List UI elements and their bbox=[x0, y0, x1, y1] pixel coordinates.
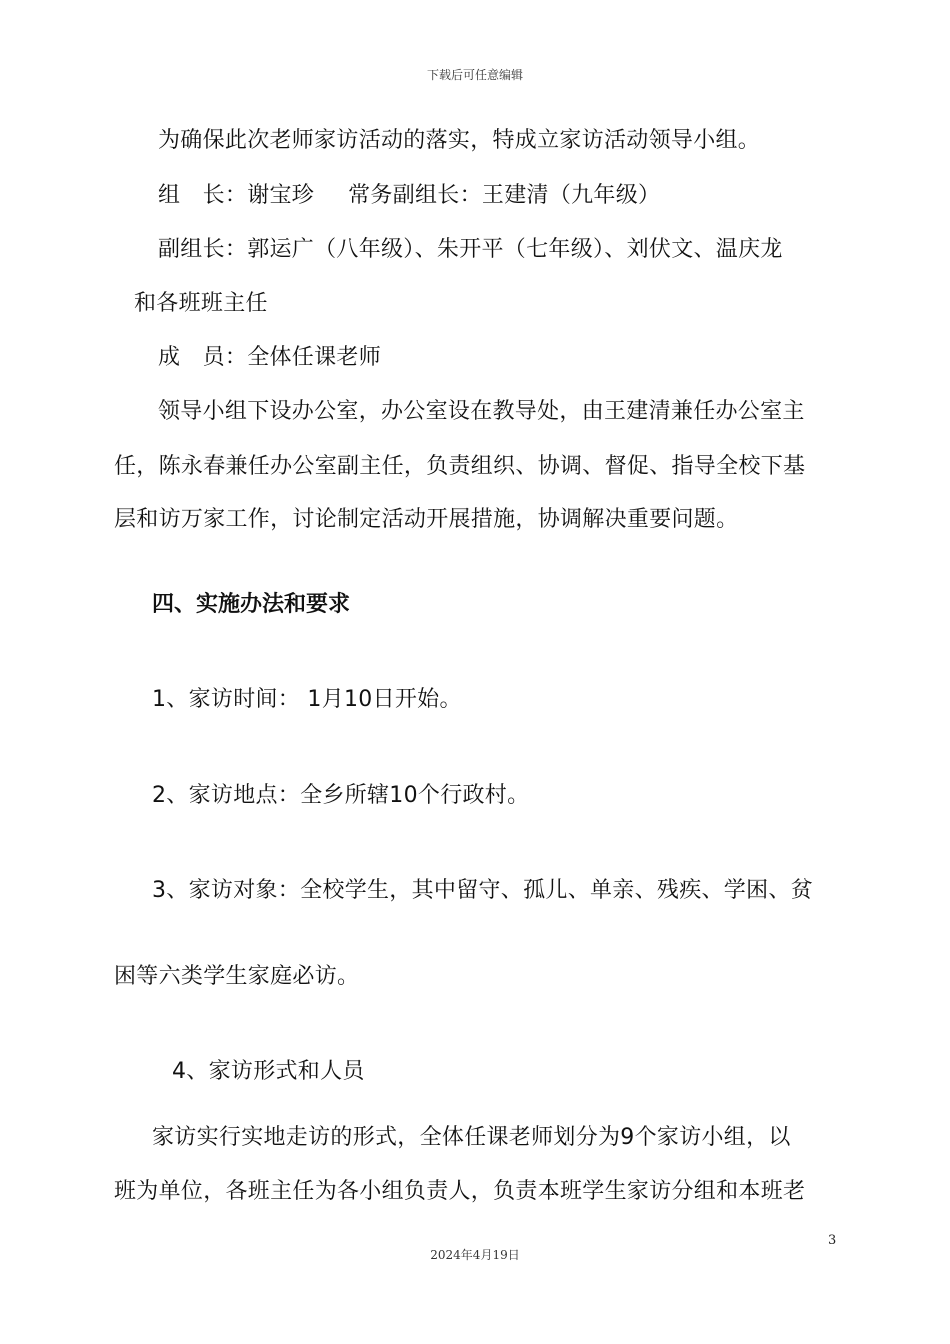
exec-deputy-name: 王建清（九年级） bbox=[481, 183, 661, 208]
form-line-2: 班为单位，各班主任为各小组负责人，负责本班学生家访分组和本班老 bbox=[114, 1179, 806, 1204]
leader-line bbox=[158, 181, 660, 211]
members-line: 成 员：全体任课老师 bbox=[158, 345, 382, 370]
leader-name: 谢宝珍 bbox=[247, 183, 315, 208]
item-3-line-1: 3、家访对象：全校学生，其中留守、孤儿、单亲、残疾、学困、贫 bbox=[152, 878, 813, 903]
office-line-1: 领导小组下设办公室，办公室设在教导处，由王建清兼任办公室主 bbox=[158, 399, 805, 424]
page-header: 下载后可任意编辑 bbox=[426, 68, 523, 82]
office-line-2: 任，陈永春兼任办公室副主任，负责组织、协调、督促、指导全校下基 bbox=[114, 454, 806, 479]
deputy-line-2: 和各班班主任 bbox=[134, 291, 268, 316]
intro-paragraph: 为确保此次老师家访活动的落实，特成立家访活动领导小组。 bbox=[158, 128, 761, 153]
footer-date: 2024年4月19日 bbox=[430, 1248, 520, 1262]
page-number: 3 bbox=[828, 1233, 837, 1248]
item-3-line-2: 困等六类学生家庭必访。 bbox=[114, 964, 360, 989]
deputy-line-1: 副组长：郭运广（八年级）、朱开平（七年级）、刘伏文、温庆龙 bbox=[158, 237, 783, 262]
form-line-1: 家访实行实地走访的形式，全体任课老师划分为9个家访小组，以 bbox=[152, 1125, 791, 1150]
section-4-heading: 四、实施办法和要求 bbox=[152, 592, 351, 617]
leader-label: 组 长： bbox=[158, 183, 248, 208]
item-1-time: 1、家访时间： 1月10日开始。 bbox=[152, 687, 462, 712]
item-4-heading: 4、家访形式和人员 bbox=[172, 1059, 365, 1084]
item-2-location: 2、家访地点：全乡所辖10个行政村。 bbox=[152, 783, 530, 808]
exec-deputy-label: 常务副组长： bbox=[348, 183, 482, 208]
office-line-3: 层和访万家工作，讨论制定活动开展措施，协调解决重要问题。 bbox=[114, 507, 739, 532]
